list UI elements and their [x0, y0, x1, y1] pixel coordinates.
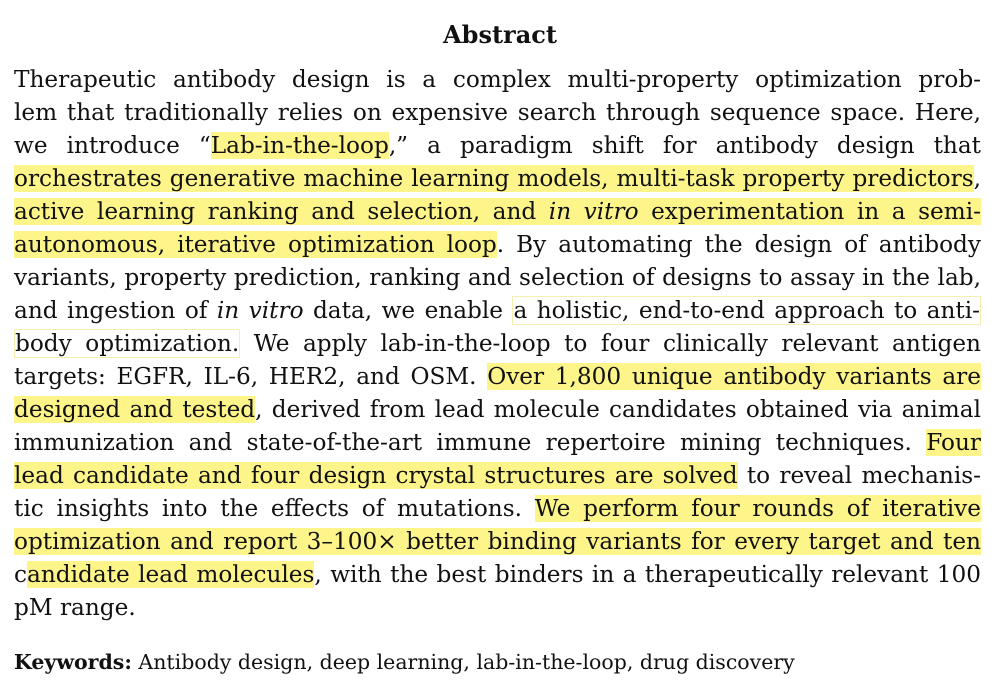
abstract-line — [14, 393, 981, 426]
abstract-line — [14, 228, 981, 261]
highlighted-text: Lab-in-the-loop — [210, 132, 389, 159]
highlighted-text: lead candidate and four design crystal structures are solved — [14, 462, 738, 489]
highlighted-text: experimentation in a semi- — [638, 198, 981, 225]
abstract-text: body optimization. — [15, 330, 240, 357]
abstract-line — [14, 261, 981, 294]
abstract-text: lem that traditionally relies on expensive search through sequence space. Here, — [14, 99, 981, 126]
highlighted-text: Four — [926, 429, 981, 456]
highlighted-text: designed and tested — [14, 396, 256, 423]
abstract-text: , with the best binders in a therapeutically relevant 100 — [314, 561, 981, 588]
abstract-line — [14, 459, 981, 492]
abstract-text: to reveal mechanis- — [737, 462, 982, 489]
abstract-text: pM range. — [14, 594, 136, 621]
abstract-text: Therapeutic antibody design is a complex multi-property optimization prob- — [14, 66, 981, 93]
keywords-label: Keywords: — [14, 650, 132, 674]
abstract-text: a holistic, end-to-end approach to anti- — [513, 297, 980, 324]
keywords-line — [14, 647, 795, 677]
highlighted-text: optimization and report 3–100× better binding variants for every target and ten — [14, 528, 981, 555]
abstract-text: , — [973, 165, 981, 192]
abstract-text: We apply lab-in-the-loop to four clinically relevant antigen — [240, 330, 981, 357]
abstract-text: and ingestion of — [14, 297, 217, 324]
abstract-text: variants, property prediction, ranking and selection of designs to assay in the lab, — [14, 264, 981, 291]
abstract-line — [14, 327, 981, 360]
abstract-text: c — [14, 561, 27, 588]
abstract-text: immunization and state-of-the-art immune repertoire mining techniques. — [14, 429, 927, 456]
abstract-text: tic insights into the effects of mutations. — [14, 495, 535, 522]
highlighted-text: in vitro — [548, 198, 639, 225]
abstract-text: we introduce “ — [14, 132, 211, 159]
highlighted-text: Over 1,800 unique antibody variants are — [487, 363, 981, 390]
abstract-text: . By automating the design of antibody — [496, 231, 981, 258]
abstract-line — [14, 492, 981, 525]
abstract-heading: Abstract — [443, 20, 557, 49]
abstract-text: data, we enable — [303, 297, 513, 324]
abstract-line — [14, 162, 981, 195]
abstract-line — [14, 195, 981, 228]
abstract-line — [14, 129, 981, 162]
abstract-text: , derived from lead molecule candidates obtained via animal — [255, 396, 982, 423]
abstract-line — [14, 360, 981, 393]
abstract-line — [14, 525, 981, 558]
highlighted-text: autonomous, iterative optimization loop — [14, 231, 497, 258]
abstract-line — [14, 591, 981, 624]
abstract-line — [14, 63, 981, 96]
highlighted-text: orchestrates generative machine learning models, multi-task property predictors — [14, 165, 974, 192]
abstract-text: targets: EGFR, IL-6, HER2, and OSM. — [14, 363, 488, 390]
abstract-line — [14, 426, 981, 459]
highlighted-text: andidate lead molecules — [27, 561, 315, 588]
abstract-line — [14, 558, 981, 591]
highlighted-text: active learning ranking and selection, and — [14, 198, 549, 225]
highlighted-text: We perform four rounds of iterative — [534, 495, 981, 522]
abstract-text: ,” a paradigm shift for antibody design that — [388, 132, 981, 159]
abstract-line — [14, 96, 981, 129]
abstract-text: in vitro — [216, 297, 304, 324]
keywords-text: Antibody design, deep learning, lab-in-the-loop, drug discovery — [138, 650, 795, 674]
abstract-line — [14, 294, 981, 327]
